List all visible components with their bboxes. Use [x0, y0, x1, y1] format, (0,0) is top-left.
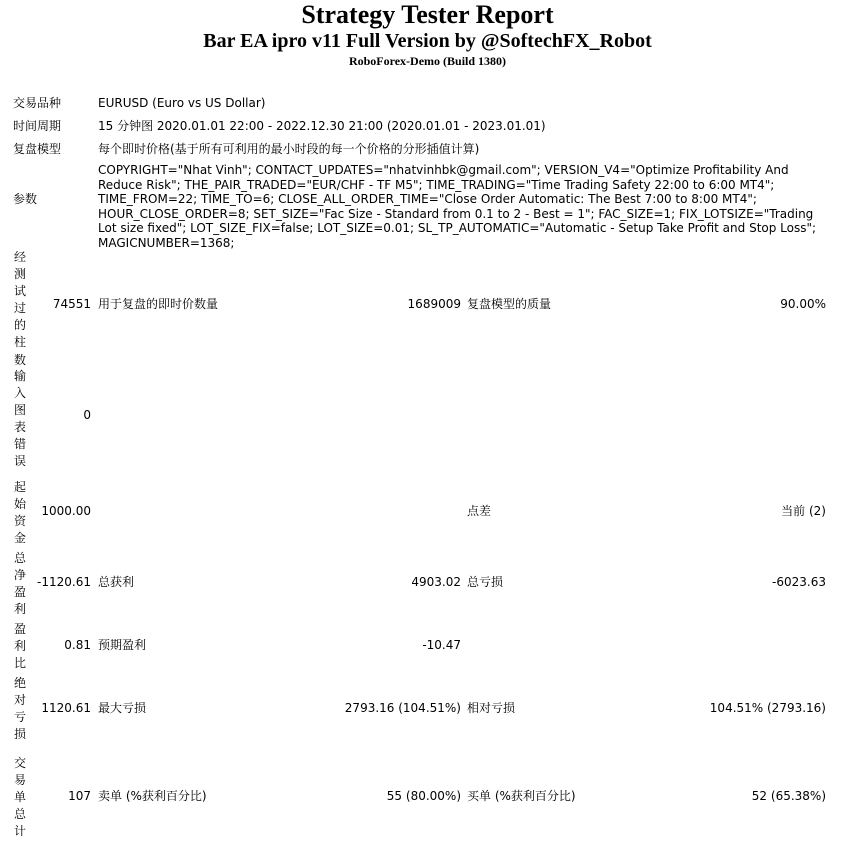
gross-loss-value: -6023.63	[772, 575, 826, 589]
bars-tested-label: 经测试过的柱数	[13, 250, 26, 367]
chart-errors-value: 0	[83, 408, 91, 422]
short-positions-label: 卖单 (%获利百分比)	[98, 789, 207, 803]
gross-loss-label: 总亏损	[467, 575, 504, 589]
spread-value: 当前 (2)	[781, 504, 826, 518]
gross-profit-label: 总获利	[98, 575, 135, 589]
total-trades-label: 交易单总计	[13, 756, 26, 839]
ticks-modelled-label: 用于复盘的即时价数量	[98, 297, 219, 311]
symbol-value: EURUSD (Euro vs US Dollar)	[98, 96, 266, 110]
maximal-drawdown-label: 最大亏损	[98, 701, 147, 715]
relative-drawdown-label: 相对亏损	[467, 701, 516, 715]
model-label: 复盘模型	[13, 142, 62, 156]
expected-payoff-label: 预期盈利	[98, 638, 147, 652]
absolute-drawdown-label: 绝对亏损	[13, 676, 26, 742]
report-header	[0, 0, 855, 69]
profit-factor-label: 盈利比	[13, 622, 26, 671]
params-label: 参数	[13, 192, 38, 206]
spread-label: 点差	[467, 504, 492, 518]
period-value: 15 分钟图 2020.01.01 22:00 - 2022.12.30 21:00 (2020.01.01 - 2023.01.01)	[98, 119, 546, 133]
long-positions-label: 买单 (%获利百分比)	[467, 789, 576, 803]
model-value: 每个即时价格(基于所有可利用的最小时段的每一个价格的分形插值计算)	[98, 142, 480, 156]
symbol-label: 交易品种	[13, 96, 62, 110]
ticks-modelled-value: 1689009	[407, 297, 461, 311]
broker-build: RoboForex-Demo (Build 1380)	[348, 54, 507, 68]
relative-drawdown-value: 104.51% (2793.16)	[709, 701, 826, 715]
modelling-quality-label: 复盘模型的质量	[467, 297, 552, 311]
absolute-drawdown-value: 1120.61	[41, 701, 91, 715]
net-profit-value: -1120.61	[37, 575, 91, 589]
maximal-drawdown-value: 2793.16 (104.51%)	[344, 701, 461, 715]
chart-errors-label: 输入图表错误	[13, 369, 26, 469]
params-value: COPYRIGHT="Nhat Vinh"; CONTACT_UPDATES="nhatvinhbk@gmail.com"; VERSION_V4="Optimize Profitability And Reduce Risk"; THE_PAIR_TRADED="EUR/CHF - TF M5"; TIME_TRADING="Time Trading Safety 22:00 to 6:00 MT4"; TIME_FROM=22; TIME_TO=6; CLOSE_ALL_ORDER_TIME="Close Order Automatic: The Best 7:00 to 8:00 MT4"; HOUR_CLOSE_ORDER=8; SET_SIZE="Fac Size - Standard from 0.1 to 2 - Best = 1"; FAC_SIZE=1; FIX_LOTSIZE="Trading Lot size fixed"; LOT_SIZE_FIX=false; LOT_SIZE=0.01; SL_TP_AUTOMATIC="Automatic - Setup Take Profit and Stop Loss"; MAGICNUMBER=1368;	[98, 163, 817, 250]
gross-profit-value: 4903.02	[411, 575, 461, 589]
initial-deposit-label: 起始资金	[13, 480, 26, 546]
long-positions-value: 52 (65.38%)	[751, 789, 826, 803]
expected-payoff-value: -10.47	[422, 638, 461, 652]
report-subtitle: Bar EA ipro v11 Full Version by @SoftechFX_Robot	[203, 30, 652, 52]
report-title: Strategy Tester Report	[301, 0, 554, 29]
modelling-quality-value: 90.00%	[780, 297, 826, 311]
bars-tested-value: 74551	[52, 297, 91, 311]
profit-factor-value: 0.81	[64, 638, 91, 652]
initial-deposit-value: 1000.00	[41, 504, 91, 518]
period-label: 时间周期	[13, 119, 62, 133]
total-trades-value: 107	[68, 789, 91, 803]
short-positions-value: 55 (80.00%)	[386, 789, 461, 803]
net-profit-label: 总净盈利	[13, 551, 26, 617]
